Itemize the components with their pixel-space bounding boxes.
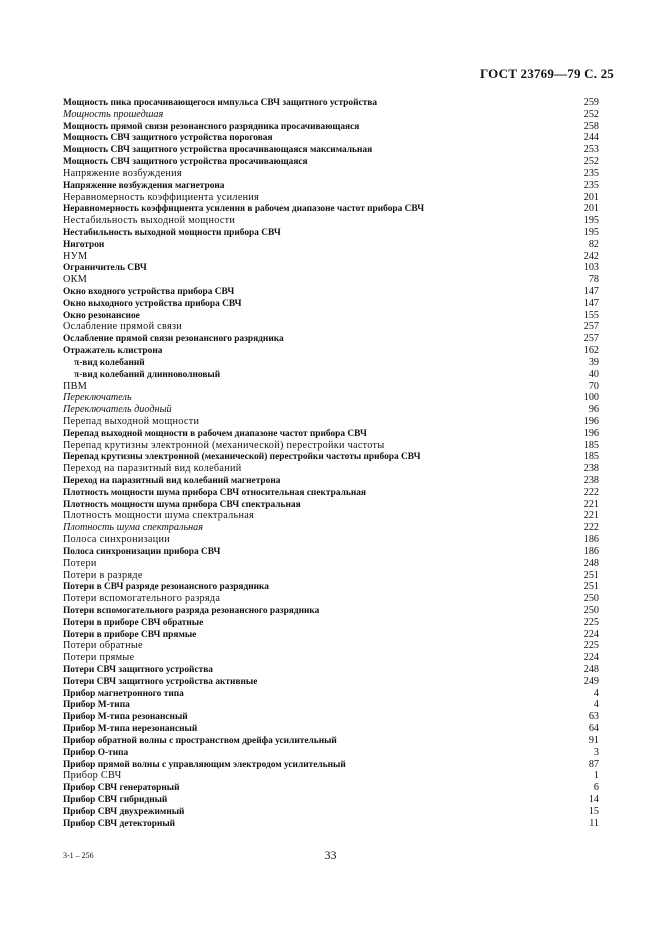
index-term: Прибор СВЧ гибридный — [63, 794, 168, 805]
index-entry — [63, 534, 599, 546]
index-term: Потери вспомогательного разряда — [63, 593, 221, 605]
index-entry — [63, 203, 599, 215]
index-term: Окно резонансное — [63, 310, 140, 321]
index-term: Мощность СВЧ защитного устройства просачивающаяся максимальная — [63, 145, 373, 156]
index-term: Плотность мощности шума прибора СВЧ спектральная — [63, 499, 301, 510]
index-term: Мощность прошедшая — [63, 108, 164, 120]
index-page-ref: 4 — [593, 687, 599, 699]
index-term: Полоса синхронизации прибора СВЧ — [63, 546, 221, 557]
index-entry — [63, 357, 599, 369]
index-list — [63, 97, 599, 829]
index-page-ref: 201 — [583, 191, 599, 203]
index-page-ref: 235 — [583, 167, 599, 179]
index-entry — [63, 711, 599, 723]
index-term: Ослабление прямой связи резонансного разрядника — [63, 334, 284, 345]
index-term: Переход на паразитный вид колебаний магнетрона — [63, 476, 281, 486]
page-header: ГОСТ 23769—79 С. 25 — [480, 66, 614, 81]
index-term: Мощность СВЧ защитного устройства просачивающаяся — [63, 157, 308, 168]
index-entry — [63, 251, 599, 263]
index-entry — [63, 688, 599, 700]
index-entry — [63, 132, 599, 144]
index-entry — [63, 416, 599, 428]
index-page-ref: 222 — [583, 486, 599, 498]
index-entry — [63, 156, 599, 168]
index-entry — [63, 759, 599, 771]
index-entry — [63, 640, 599, 652]
index-page-ref: 87 — [588, 758, 599, 770]
index-term: Плотность мощности шума спектральная — [63, 510, 255, 522]
index-entry — [63, 369, 599, 381]
index-term: Потери в разряде — [63, 569, 143, 581]
index-page-ref: 249 — [583, 675, 599, 687]
index-term: Ниготрон — [63, 239, 105, 250]
index-page-ref: 185 — [583, 439, 599, 451]
index-page-ref: 251 — [583, 581, 599, 593]
index-page-ref: 244 — [583, 132, 599, 144]
index-page-ref: 82 — [588, 238, 599, 250]
index-term: Ограничитель СВЧ — [63, 263, 147, 274]
index-entry — [63, 227, 599, 239]
index-term: Прибор СВЧ генераторный — [63, 783, 180, 794]
index-term: ОКМ — [63, 274, 88, 286]
index-term: Потери прямые — [63, 652, 135, 664]
index-term: Мощность прямой связи резонансного разрядника просачивающаяся — [63, 121, 360, 132]
index-page-ref: 235 — [583, 179, 599, 191]
index-term: π-вид колебаний — [74, 357, 145, 368]
index-term: Прибор СВЧ детекторный — [63, 818, 176, 829]
index-entry — [63, 321, 599, 333]
index-entry — [63, 345, 599, 357]
index-term: Плотность мощности шума прибора СВЧ относительная спектральная — [63, 487, 366, 498]
index-term: Переключатель — [63, 392, 132, 404]
index-page-ref: 257 — [583, 321, 599, 333]
index-page-ref: 162 — [583, 345, 599, 357]
index-page-ref: 186 — [583, 534, 599, 546]
index-page-ref: 70 — [588, 380, 599, 392]
index-term: Прибор СВЧ — [63, 770, 122, 782]
index-page-ref: 196 — [583, 415, 599, 427]
index-term: π-вид колебаний длинноволновый — [74, 369, 221, 380]
index-entry — [63, 747, 599, 759]
index-term: Неравномерность коэффициента усиления в рабочем диапазоне частот прибора СВЧ — [63, 204, 425, 215]
index-page-ref: 147 — [583, 297, 599, 309]
index-entry — [63, 699, 599, 711]
index-page-ref: 14 — [588, 793, 599, 805]
index-page-ref: 225 — [583, 640, 599, 652]
index-entry — [63, 262, 599, 274]
index-page-ref: 221 — [583, 510, 599, 522]
index-entry — [63, 794, 599, 806]
index-term: Окно входного устройства прибора СВЧ — [63, 287, 235, 297]
index-entry — [63, 510, 599, 522]
index-page-ref: 196 — [583, 427, 599, 439]
index-page-ref: 258 — [583, 120, 599, 132]
index-page-ref: 40 — [588, 368, 599, 380]
index-page-ref: 252 — [583, 108, 599, 120]
index-entry — [63, 806, 599, 818]
index-page-ref: 248 — [583, 664, 599, 675]
index-entry — [63, 558, 599, 570]
index-term: Прибор М-типа резонансный — [63, 712, 188, 723]
index-entry — [63, 593, 599, 605]
index-term: ПВМ — [63, 380, 88, 392]
index-term: Напряжение возбуждения магнетрона — [63, 180, 225, 191]
index-entry — [63, 168, 599, 180]
index-term: Отражатель клистрона — [63, 346, 163, 357]
index-entry — [63, 286, 599, 298]
index-page-ref: 248 — [583, 557, 599, 569]
index-page-ref: 78 — [588, 274, 599, 286]
index-page-ref: 195 — [583, 215, 599, 227]
index-page-ref: 155 — [583, 309, 599, 321]
index-term: Переключатель диодный — [63, 404, 172, 416]
index-term: Прибор М-типа — [63, 700, 130, 711]
index-term: Потери в приборе СВЧ обратные — [63, 617, 204, 628]
index-term: Потери СВЧ защитного устройства активные — [63, 676, 258, 687]
index-entry — [63, 487, 599, 499]
index-entry — [63, 664, 599, 676]
printer-code: 3-1 – 256 — [63, 851, 94, 860]
index-page-ref: 147 — [583, 286, 599, 297]
index-entry — [63, 676, 599, 688]
index-entry — [63, 180, 599, 192]
index-entry — [63, 546, 599, 558]
index-entry — [63, 652, 599, 664]
index-term: Окно выходного устройства прибора СВЧ — [63, 298, 242, 309]
index-entry — [63, 239, 599, 251]
index-entry — [63, 723, 599, 735]
index-term: Прибор магнетронного типа — [63, 688, 184, 699]
index-entry — [63, 629, 599, 641]
index-entry — [63, 428, 599, 440]
index-term: Прибор М-типа нерезонансный — [63, 724, 198, 735]
index-page-ref: 242 — [583, 250, 599, 262]
index-entry — [63, 617, 599, 629]
index-term: НУМ — [63, 250, 88, 262]
page-number: 33 — [324, 848, 337, 862]
index-page-ref: 100 — [583, 392, 599, 404]
index-page-ref: 224 — [583, 652, 599, 664]
index-term: Мощность СВЧ защитного устройства пороговая — [63, 133, 273, 144]
index-term: Перепад крутизны электронной (механической) перестройки частоты прибора СВЧ — [63, 452, 421, 463]
index-entry — [63, 381, 599, 393]
index-page-ref: 222 — [583, 522, 599, 534]
index-page-ref: 11 — [589, 817, 599, 829]
index-term: Потери вспомогательного разряда резонансного разрядника — [63, 605, 320, 616]
index-entry — [63, 605, 599, 617]
index-term: Потери СВЧ защитного устройства — [63, 665, 213, 675]
index-term: Перепад выходной мощности в рабочем диапазоне частот прибора СВЧ — [63, 428, 367, 439]
index-page-ref: 252 — [583, 156, 599, 168]
index-term: Нестабильность выходной мощности прибора СВЧ — [63, 227, 281, 238]
index-entry — [63, 97, 599, 109]
index-page-ref: 251 — [583, 569, 599, 581]
index-term: Плотность шума спектральная — [63, 522, 203, 534]
index-page-ref: 201 — [583, 203, 599, 215]
index-page-ref: 39 — [588, 356, 599, 368]
index-term: Прибор прямой волны с управляющим электродом усилительный — [63, 759, 346, 770]
index-entry — [63, 298, 599, 310]
index-term: Прибор обратной волны с пространством дрейфа усилительный — [63, 735, 337, 746]
index-entry — [63, 463, 599, 475]
index-term: Потери обратные — [63, 640, 143, 652]
index-entry — [63, 735, 599, 747]
index-page-ref: 257 — [583, 333, 599, 345]
index-term: Неравномерность коэффициента усиления — [63, 191, 260, 203]
index-page-ref: 224 — [583, 628, 599, 640]
index-entry — [63, 404, 599, 416]
index-page-ref: 225 — [583, 616, 599, 628]
index-page-ref: 91 — [588, 734, 599, 746]
index-term: Потери в приборе СВЧ прямые — [63, 629, 197, 640]
index-page-ref: 253 — [583, 144, 599, 156]
index-page-ref: 4 — [593, 699, 599, 711]
index-page-ref: 96 — [588, 404, 599, 416]
index-term: Ослабление прямой связи — [63, 321, 183, 333]
index-page-ref: 250 — [583, 604, 599, 616]
index-entry — [63, 581, 599, 593]
index-page-ref: 250 — [583, 593, 599, 605]
index-entry — [63, 310, 599, 322]
index-entry — [63, 818, 599, 830]
index-entry — [63, 192, 599, 204]
index-page-ref: 3 — [593, 746, 599, 758]
index-term: Полоса синхронизации — [63, 534, 170, 546]
index-entry — [63, 333, 599, 345]
index-term: Прибор О-типа — [63, 747, 129, 758]
index-page-ref: 6 — [593, 782, 599, 794]
index-entry — [63, 144, 599, 156]
index-entry — [63, 215, 599, 227]
index-entry — [63, 475, 599, 487]
index-page-ref: 259 — [583, 97, 599, 108]
index-entry — [63, 392, 599, 404]
index-page-ref: 238 — [583, 463, 599, 475]
index-term: Потери — [63, 557, 97, 569]
index-entry — [63, 109, 599, 121]
index-term: Перепад крутизны электронной (механической) перестройки частоты — [63, 439, 385, 451]
index-page-ref: 195 — [583, 226, 599, 238]
index-entry — [63, 440, 599, 452]
index-entry — [63, 782, 599, 794]
index-page-ref: 185 — [583, 451, 599, 463]
index-term: Мощность пика просачивающегося импульса СВЧ защитного устройства — [63, 98, 378, 108]
index-entry — [63, 770, 599, 782]
index-term: Потери в СВЧ разряде резонансного разрядника — [63, 582, 269, 593]
index-page-ref: 15 — [588, 805, 599, 817]
index-entry — [63, 522, 599, 534]
index-page-ref: 1 — [593, 770, 599, 782]
index-term: Нестабильность выходной мощности — [63, 215, 236, 227]
index-term: Перепад выходной мощности — [63, 415, 200, 427]
index-entry — [63, 121, 599, 133]
index-term: Напряжение возбуждения — [63, 167, 182, 179]
index-entry — [63, 451, 599, 463]
index-page-ref: 64 — [588, 723, 599, 735]
index-page-ref: 103 — [583, 262, 599, 274]
index-page-ref: 63 — [588, 711, 599, 723]
index-entry — [63, 570, 599, 582]
index-page-ref: 221 — [583, 498, 599, 510]
index-term: Переход на паразитный вид колебаний — [63, 463, 242, 475]
index-entry — [63, 274, 599, 286]
index-term: Прибор СВЧ двухрежимный — [63, 806, 185, 817]
index-page-ref: 186 — [583, 545, 599, 557]
index-page-ref: 238 — [583, 475, 599, 486]
index-entry — [63, 499, 599, 511]
